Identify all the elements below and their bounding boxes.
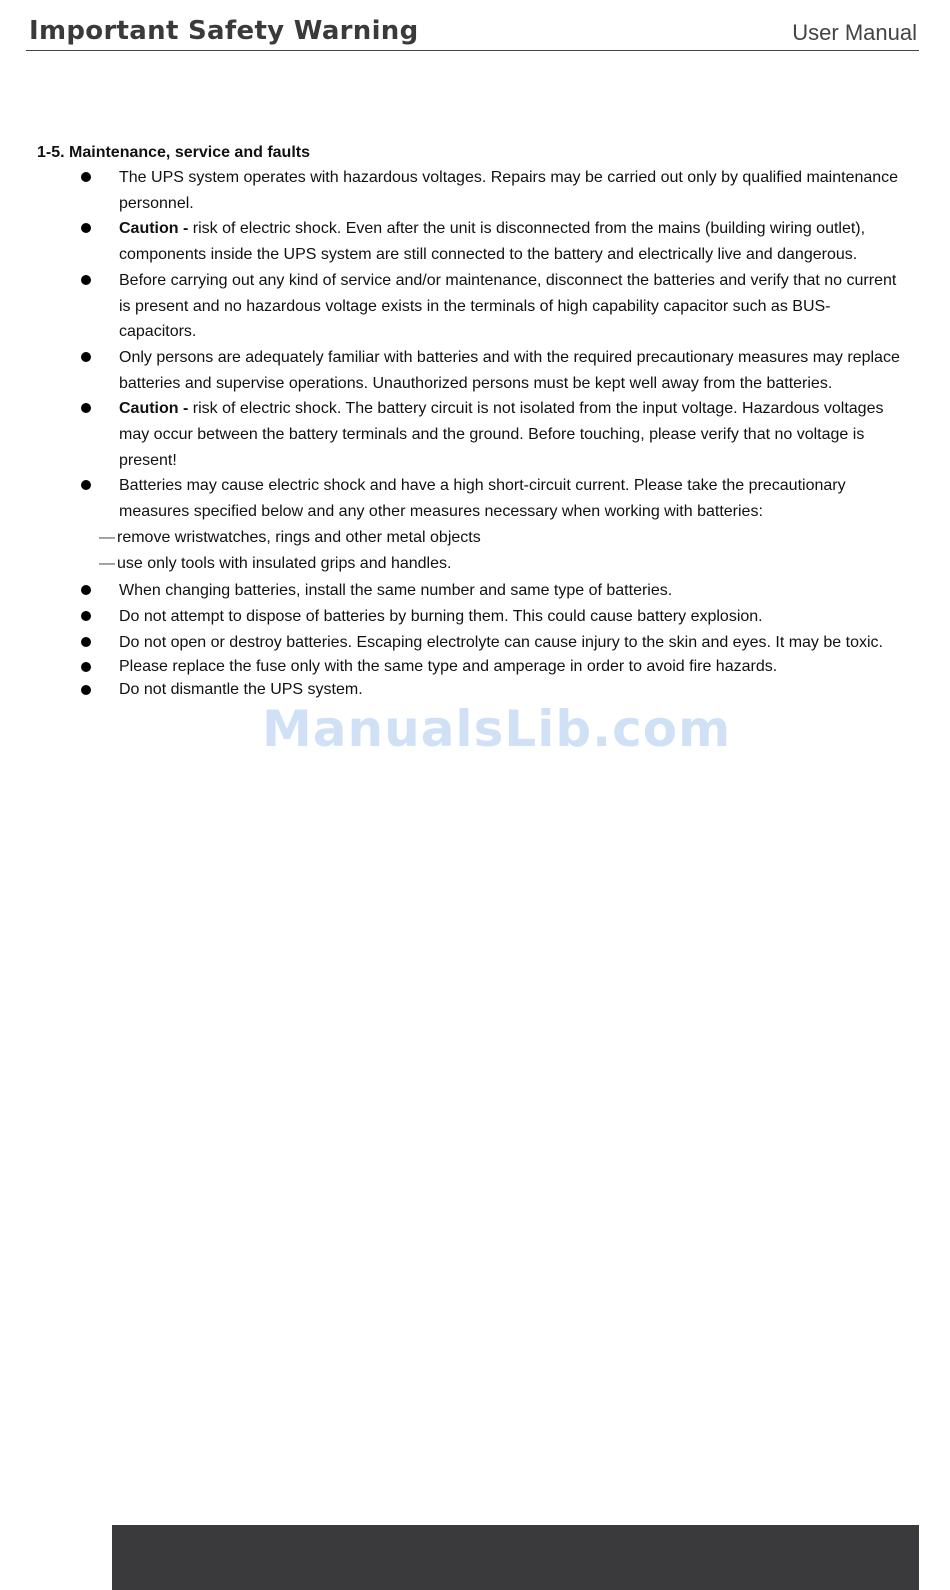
- list-item: [37, 396, 907, 473]
- sub-list-item: [37, 551, 907, 577]
- item-text: Before carrying out any kind of service and/or maintenance, disconnect the batteries and verify that no current is present and no hazardous voltage exists in the terminals of high capability capacitor such as BUS-capacitors.: [119, 271, 897, 341]
- list-item: [37, 268, 907, 345]
- list-item: [37, 216, 907, 267]
- page-title: Important Safety Warning: [29, 16, 419, 46]
- section-heading: 1-5. Maintenance, service and faults: [37, 144, 310, 161]
- sub-item-text: use only tools with insulated grips and handles.: [117, 554, 452, 572]
- list-item: [37, 630, 907, 656]
- bullet-icon: [81, 685, 91, 695]
- list-item: [37, 678, 907, 701]
- bullet-icon: [81, 662, 91, 672]
- watermark: ManualsLib.com: [262, 700, 732, 758]
- bullet-icon: [81, 275, 91, 285]
- bullet-icon: [81, 223, 91, 233]
- item-text: risk of electric shock. Even after the unit is disconnected from the mains (building wiring outlet), components inside the UPS system are still connected to the battery and electrically live and dangerous.: [119, 220, 866, 264]
- bullet-icon: [81, 172, 91, 182]
- item-text: Batteries may cause electric shock and have a high short-circuit current. Please take the precautionary measures specified below and any other measures necessary when working with batteries:: [119, 477, 846, 521]
- bullet-icon: [81, 637, 91, 647]
- list-item: [37, 473, 907, 524]
- bullet-icon: [81, 611, 91, 621]
- bullet-icon: [81, 585, 91, 595]
- caution-label: Caution -: [119, 400, 189, 418]
- item-text: Please replace the fuse only with the same type and amperage in order to avoid fire hazards.: [119, 658, 778, 676]
- item-text: Only persons are adequately familiar with batteries and with the required precautionary measures may replace batteries and supervise operations. Unauthorized persons must be kept well away from the batteries.: [119, 348, 900, 392]
- list-item: [37, 345, 907, 396]
- item-text: The UPS system operates with hazardous voltages. Repairs may be carried out only by qualified maintenance personnel.: [119, 169, 899, 212]
- list-item: [37, 578, 907, 604]
- page-header: [26, 8, 919, 51]
- item-text: When changing batteries, install the same number and same type of batteries.: [119, 582, 673, 600]
- sub-item-text: remove wristwatches, rings and other metal objects: [117, 528, 481, 546]
- item-text: Do not dismantle the UPS system.: [119, 681, 363, 699]
- caution-label: Caution -: [119, 220, 189, 238]
- footer-bar: [112, 1525, 919, 1590]
- manual-label: User Manual: [792, 20, 917, 45]
- bullet-icon: [81, 352, 91, 362]
- bullet-icon: [81, 480, 91, 490]
- list-item: [37, 655, 907, 678]
- bullet-icon: [81, 403, 91, 413]
- document-body: [37, 141, 907, 701]
- list-item: [37, 165, 907, 216]
- item-text: risk of electric shock. The battery circuit is not isolated from the input voltage. Hazardous voltages may occur between the battery terminals and the ground. Before touching, please verify that no voltage is present!: [119, 400, 884, 469]
- item-text: Do not open or destroy batteries. Escaping electrolyte can cause injury to the skin and eyes. It may be toxic.: [119, 633, 883, 651]
- list-item: [37, 604, 907, 630]
- sub-list-item: [37, 525, 907, 551]
- dash-icon: —: [99, 528, 115, 546]
- safety-list: [37, 165, 907, 701]
- dash-icon: —: [99, 554, 115, 572]
- item-text: Do not attempt to dispose of batteries by burning them. This could cause battery explosion.: [119, 607, 763, 625]
